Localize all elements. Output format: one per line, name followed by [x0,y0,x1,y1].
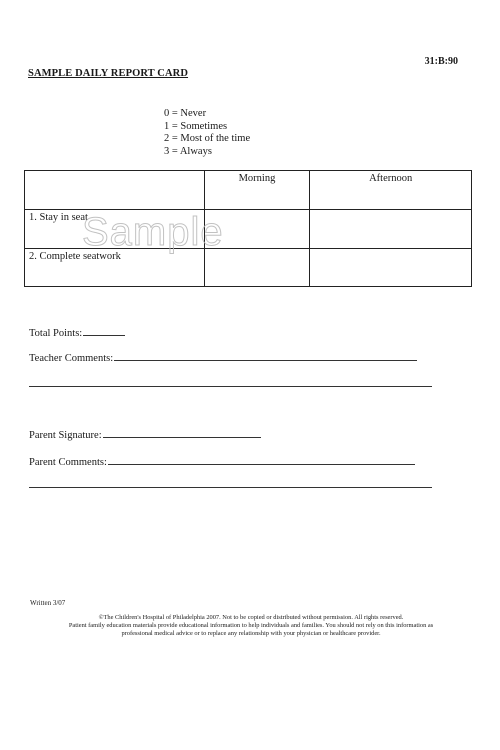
rating-scale [164,108,250,158]
parent-comments-line-2[interactable] [29,487,432,488]
table-header-row [25,171,472,210]
teacher-comments-label: Teacher Comments: [29,353,114,364]
table-header-afternoon: Afternoon [310,171,472,210]
table-header-blank [25,171,205,210]
cell-afternoon-complete-seatwork[interactable] [310,248,472,287]
footer-line-1: ©The Children's Hospital of Philadelphia 2007. Not to be copied or distributed without permission. All rights reserved. [98,614,404,621]
table-header-morning: Morning [204,171,310,210]
total-points-field [29,326,125,339]
cell-afternoon-stay-in-seat[interactable] [310,210,472,249]
total-points-line[interactable] [83,326,125,336]
footer-line-3: professional medical advice or to replace any relationship with your physician or healthcare provider. [121,630,381,637]
teacher-comments-line[interactable] [114,351,417,361]
footer-line-2: Patient family education materials provide educational information to help individuals and families. You should not rely on this information as [68,622,434,629]
copyright-footer [28,614,474,638]
parent-comments-field [29,455,415,468]
parent-signature-label: Parent Signature: [29,430,102,441]
parent-comments-label: Parent Comments: [29,457,107,468]
document-code: 31:B:90 [424,56,458,67]
scale-item-most: 2 = Most of the time [164,133,251,144]
parent-signature-line[interactable] [103,428,261,438]
written-date: Written 3/07 [30,599,66,607]
page-title: SAMPLE DAILY REPORT CARD [28,68,189,79]
total-points-label: Total Points: [29,328,83,339]
scale-item-never: 0 = Never [164,108,207,119]
scale-item-sometimes: 1 = Sometimes [164,120,228,132]
teacher-comments-field [29,351,417,364]
sample-watermark: Sample [82,210,224,254]
row-label-stay-in-seat: 1. Stay in seat [25,210,205,249]
scale-item-always: 3 = Always [164,145,212,157]
parent-comments-line[interactable] [108,455,415,465]
teacher-comments-line-2[interactable] [29,386,432,387]
parent-signature-field [29,428,261,441]
row-label-complete-seatwork: 2. Complete seatwork [25,248,205,287]
